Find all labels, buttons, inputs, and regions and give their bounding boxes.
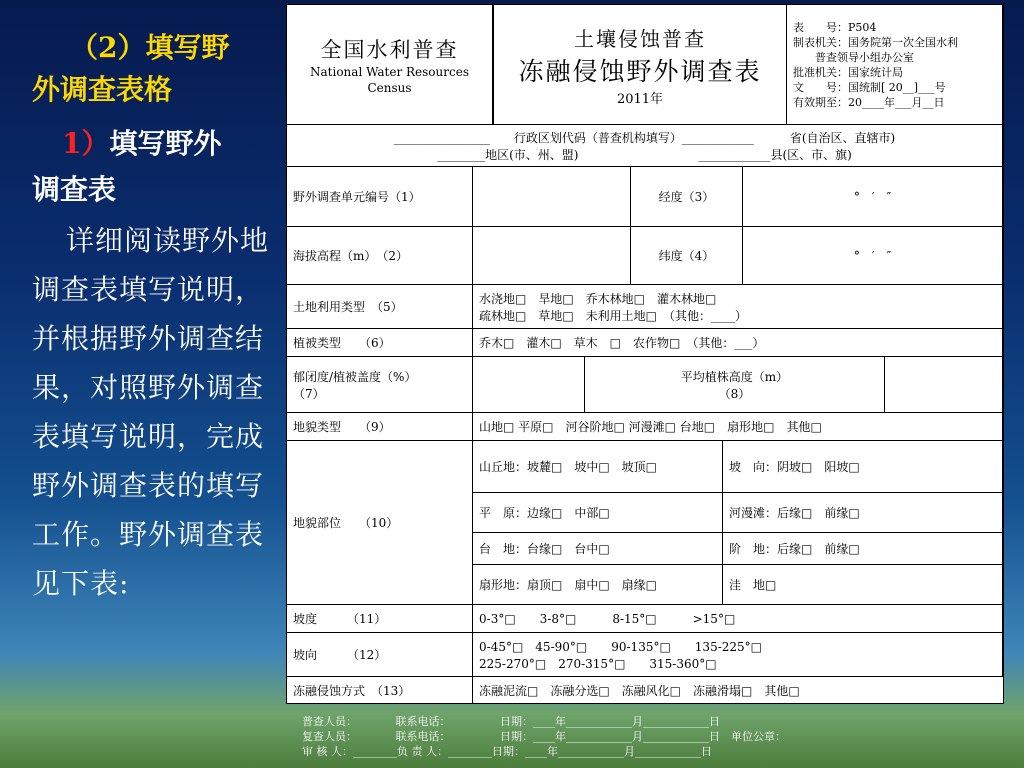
header-census-logo xyxy=(287,5,493,125)
subheading xyxy=(62,120,222,168)
height-label-line2: （8） xyxy=(718,386,751,401)
vegetation-options[interactable]: 乔木□ 灌木□ 草木 □ 农作物□ （其他：___） xyxy=(473,329,1003,357)
form-year: 2011年 xyxy=(616,91,664,107)
meta-line: 制表机关：国务院第一次全国水利 xyxy=(793,35,958,49)
aspect-line1: 0-45°□ 45-90°□ 90-135°□ 135-225°□ xyxy=(479,639,762,654)
position-option[interactable]: 河漫滩：后缘□ 前缘□ xyxy=(723,493,1003,533)
aspect-label: 坡向 （12） xyxy=(287,633,473,677)
meta-line: 表 号：P504 xyxy=(793,20,877,34)
landform-options[interactable]: 山地□ 平原□ 河谷阶地□ 河漫滩□ 台地□ 扇形地□ 其他□ xyxy=(473,413,1003,441)
height-label xyxy=(585,357,885,413)
unit-id-label: 野外调查单元编号（1） xyxy=(287,167,473,227)
header-form-meta xyxy=(787,5,1003,125)
position-option[interactable]: 洼 地□ xyxy=(723,565,1003,605)
height-label-line1: 平均植株高度（m） xyxy=(680,369,789,384)
meta-line: 批准机关：国家统计局 xyxy=(793,65,903,79)
landform-label: 地貌类型 （9） xyxy=(287,413,473,441)
footer-auditor-line: 审 核 人：________负 责 人：________日期：____年____________月____________日 xyxy=(302,745,712,758)
subheading-number: 1） xyxy=(62,127,110,160)
canopy-field[interactable] xyxy=(473,357,585,413)
region-row xyxy=(287,125,1003,167)
census-title-en1: National Water Resources xyxy=(310,64,469,79)
census-title-en2: Census xyxy=(367,80,412,95)
landuse-label: 土地利用类型 （5） xyxy=(287,285,473,329)
position-option[interactable]: 扇形地：扇顶□ 扇中□ 扇缘□ xyxy=(473,565,723,605)
position-option[interactable]: 阶 地：后缘□ 前缘□ xyxy=(723,533,1003,565)
slope-options[interactable]: 0-3°□ 3-8°□ 8-15°□ >15°□ xyxy=(473,605,1003,633)
latitude-label: 纬度（4） xyxy=(631,227,743,285)
meta-line: 有效期至：20____年___月__日 xyxy=(793,95,945,109)
position-label: 地貌部位 （10） xyxy=(287,441,473,605)
form-title-line1: 土壤侵蚀普查 xyxy=(574,26,706,51)
position-option[interactable]: 平 原：边缘□ 中部□ xyxy=(473,493,723,533)
census-title-cn: 全国水利普查 xyxy=(320,37,459,62)
altitude-field[interactable] xyxy=(473,227,631,285)
landuse-line2: 疏林地□ 草地□ 未利用土地□ （其他：____） xyxy=(479,308,748,323)
meta-line: 文 号：国统制[ 20__]___号 xyxy=(793,80,946,94)
meta-line: 普查领导小组办公室 xyxy=(793,50,914,64)
latitude-field[interactable]: ° ′ ″ xyxy=(743,227,1003,285)
position-option[interactable]: 台 地：台缘□ 台中□ xyxy=(473,533,723,565)
landuse-options[interactable] xyxy=(473,285,1003,329)
unit-id-field[interactable] xyxy=(473,167,631,227)
erosion-label: 冻融侵蚀方式 （13） xyxy=(287,677,473,703)
footer-reviewer-line: 复查人员： 联系电话： 日期：____年____________月____________日 单位公章： xyxy=(302,730,786,743)
survey-form-table xyxy=(286,4,1004,704)
region-line1: ________________ 行政区划代码（普查机构填写）____________ 省(自治区、直辖市) xyxy=(393,130,896,145)
altitude-label: 海拔高程（m） （2） xyxy=(287,227,473,285)
region-line2: ________地区(市、州、盟) ____________县(区、市、旗) xyxy=(437,147,852,162)
longitude-field[interactable]: ° ′ ″ xyxy=(743,167,1003,227)
longitude-label: 经度（3） xyxy=(631,167,743,227)
subheading-text: 填写野外 xyxy=(109,127,222,160)
aspect-line2: 225-270°□ 270-315°□ 315-360°□ xyxy=(479,656,717,671)
canopy-label-line1: 郁闭度/植被盖度（%） xyxy=(293,369,417,384)
position-option[interactable]: 坡 向：阴坡□ 阳坡□ xyxy=(723,441,1003,493)
left-panel xyxy=(0,0,282,768)
subheading-cont: 调查表 xyxy=(32,173,117,206)
footer-surveyor-line: 普查人员： 联系电话： 日期：____年____________月____________日 xyxy=(302,715,720,728)
canopy-label-line2: （7） xyxy=(293,386,325,401)
header-form-title xyxy=(493,5,787,125)
description-text: 详细阅读野外地调查表填写说明，并根据野外调查结果，对照野外调查表填写说明，完成野外调查表的填写工作。野外调查表见下表: xyxy=(32,224,270,600)
section-heading-cont: 外调查表格 xyxy=(32,73,173,106)
slope-label: 坡度 （11） xyxy=(287,605,473,633)
aspect-options[interactable] xyxy=(473,633,1003,677)
signature-footer xyxy=(302,714,1002,759)
position-option[interactable]: 山丘地：坡麓□ 坡中□ 坡顶□ xyxy=(473,441,723,493)
erosion-options[interactable]: 冻融泥流□ 冻融分选□ 冻融风化□ 冻融滑塌□ 其他□ xyxy=(479,683,800,698)
canopy-label xyxy=(287,357,473,413)
height-field[interactable] xyxy=(885,357,1003,413)
form-title-line2: 冻融侵蚀野外调查表 xyxy=(518,56,762,86)
vegetation-label: 植被类型 （6） xyxy=(287,329,473,357)
landuse-line1: 水浇地□ 旱地□ 乔木林地□ 灌木林地□ xyxy=(479,291,717,306)
section-heading: （2）填写野 xyxy=(70,31,230,64)
